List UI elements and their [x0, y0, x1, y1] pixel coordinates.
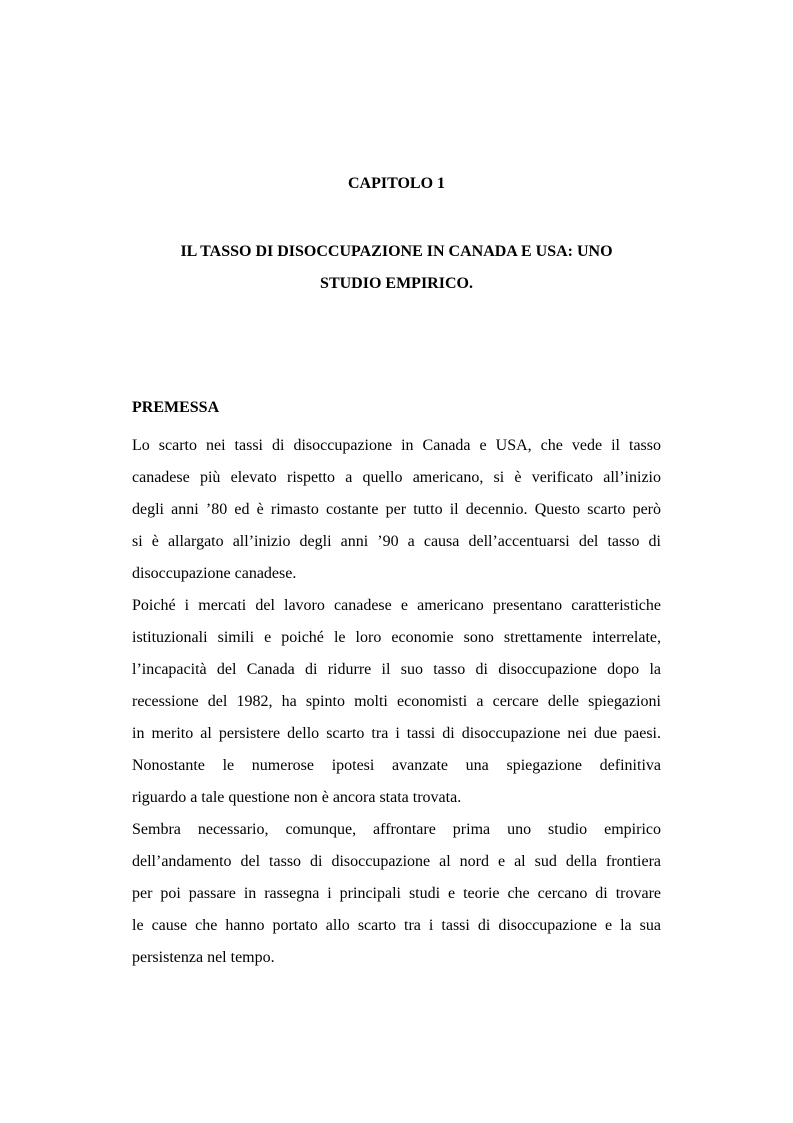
- text-line: recessione del 1982, ha spinto molti economisti a cercare delle spiegazioni: [132, 693, 661, 710]
- text-line: in merito al persistere dello scarto tra i tassi di disoccupazione nei due paesi.: [132, 725, 661, 742]
- text-line: disoccupazione canadese.: [132, 565, 297, 582]
- section-premessa: [132, 398, 661, 974]
- chapter-title: [132, 236, 661, 300]
- text-line: per poi passare in rassegna i principali studi e teorie che cercano di trovare: [132, 885, 661, 902]
- text-line: istituzionali simili e poiché le loro economie sono strettamente interrelate,: [132, 629, 661, 646]
- text-line: le cause che hanno portato allo scarto tra i tassi di disoccupazione e la sua: [132, 917, 661, 934]
- text-line: si è allargato all’inizio degli anni ’90 a causa dell’accentuarsi del tasso di: [132, 533, 661, 550]
- chapter-number: CAPITOLO 1: [347, 175, 446, 192]
- chapter-title-line: IL TASSO DI DISOCCUPAZIONE IN CANADA E USA: UNO: [180, 243, 613, 260]
- paragraph-1: [132, 430, 661, 590]
- text-line: riguardo a tale questione non è ancora stata trovata.: [132, 789, 462, 806]
- text-line: dell’andamento del tasso di disoccupazione al nord e al sud della frontiera: [132, 853, 661, 870]
- text-line: l’incapacità del Canada di ridurre il suo tasso di disoccupazione dopo la: [132, 661, 661, 678]
- text-line: Lo scarto nei tassi di disoccupazione in Canada e USA, che vede il tasso: [132, 437, 661, 454]
- text-line: Poiché i mercati del lavoro canadese e americano presentano caratteristiche: [132, 597, 661, 614]
- text-line: canadese più elevato rispetto a quello americano, si è verificato all’inizio: [132, 469, 661, 486]
- text-line: Nonostante le numerose ipotesi avanzate una spiegazione definitiva: [132, 757, 661, 774]
- paragraph-3: [132, 814, 661, 974]
- text-line: degli anni ’80 ed è rimasto costante per tutto il decennio. Questo scarto però: [132, 501, 661, 518]
- section-heading: PREMESSA: [132, 399, 220, 416]
- chapter-title-line: STUDIO EMPIRICO.: [320, 275, 473, 292]
- paragraph-2: [132, 590, 661, 814]
- text-line: Sembra necessario, comunque, affrontare prima uno studio empirico: [132, 821, 661, 838]
- text-line: persistenza nel tempo.: [132, 949, 275, 966]
